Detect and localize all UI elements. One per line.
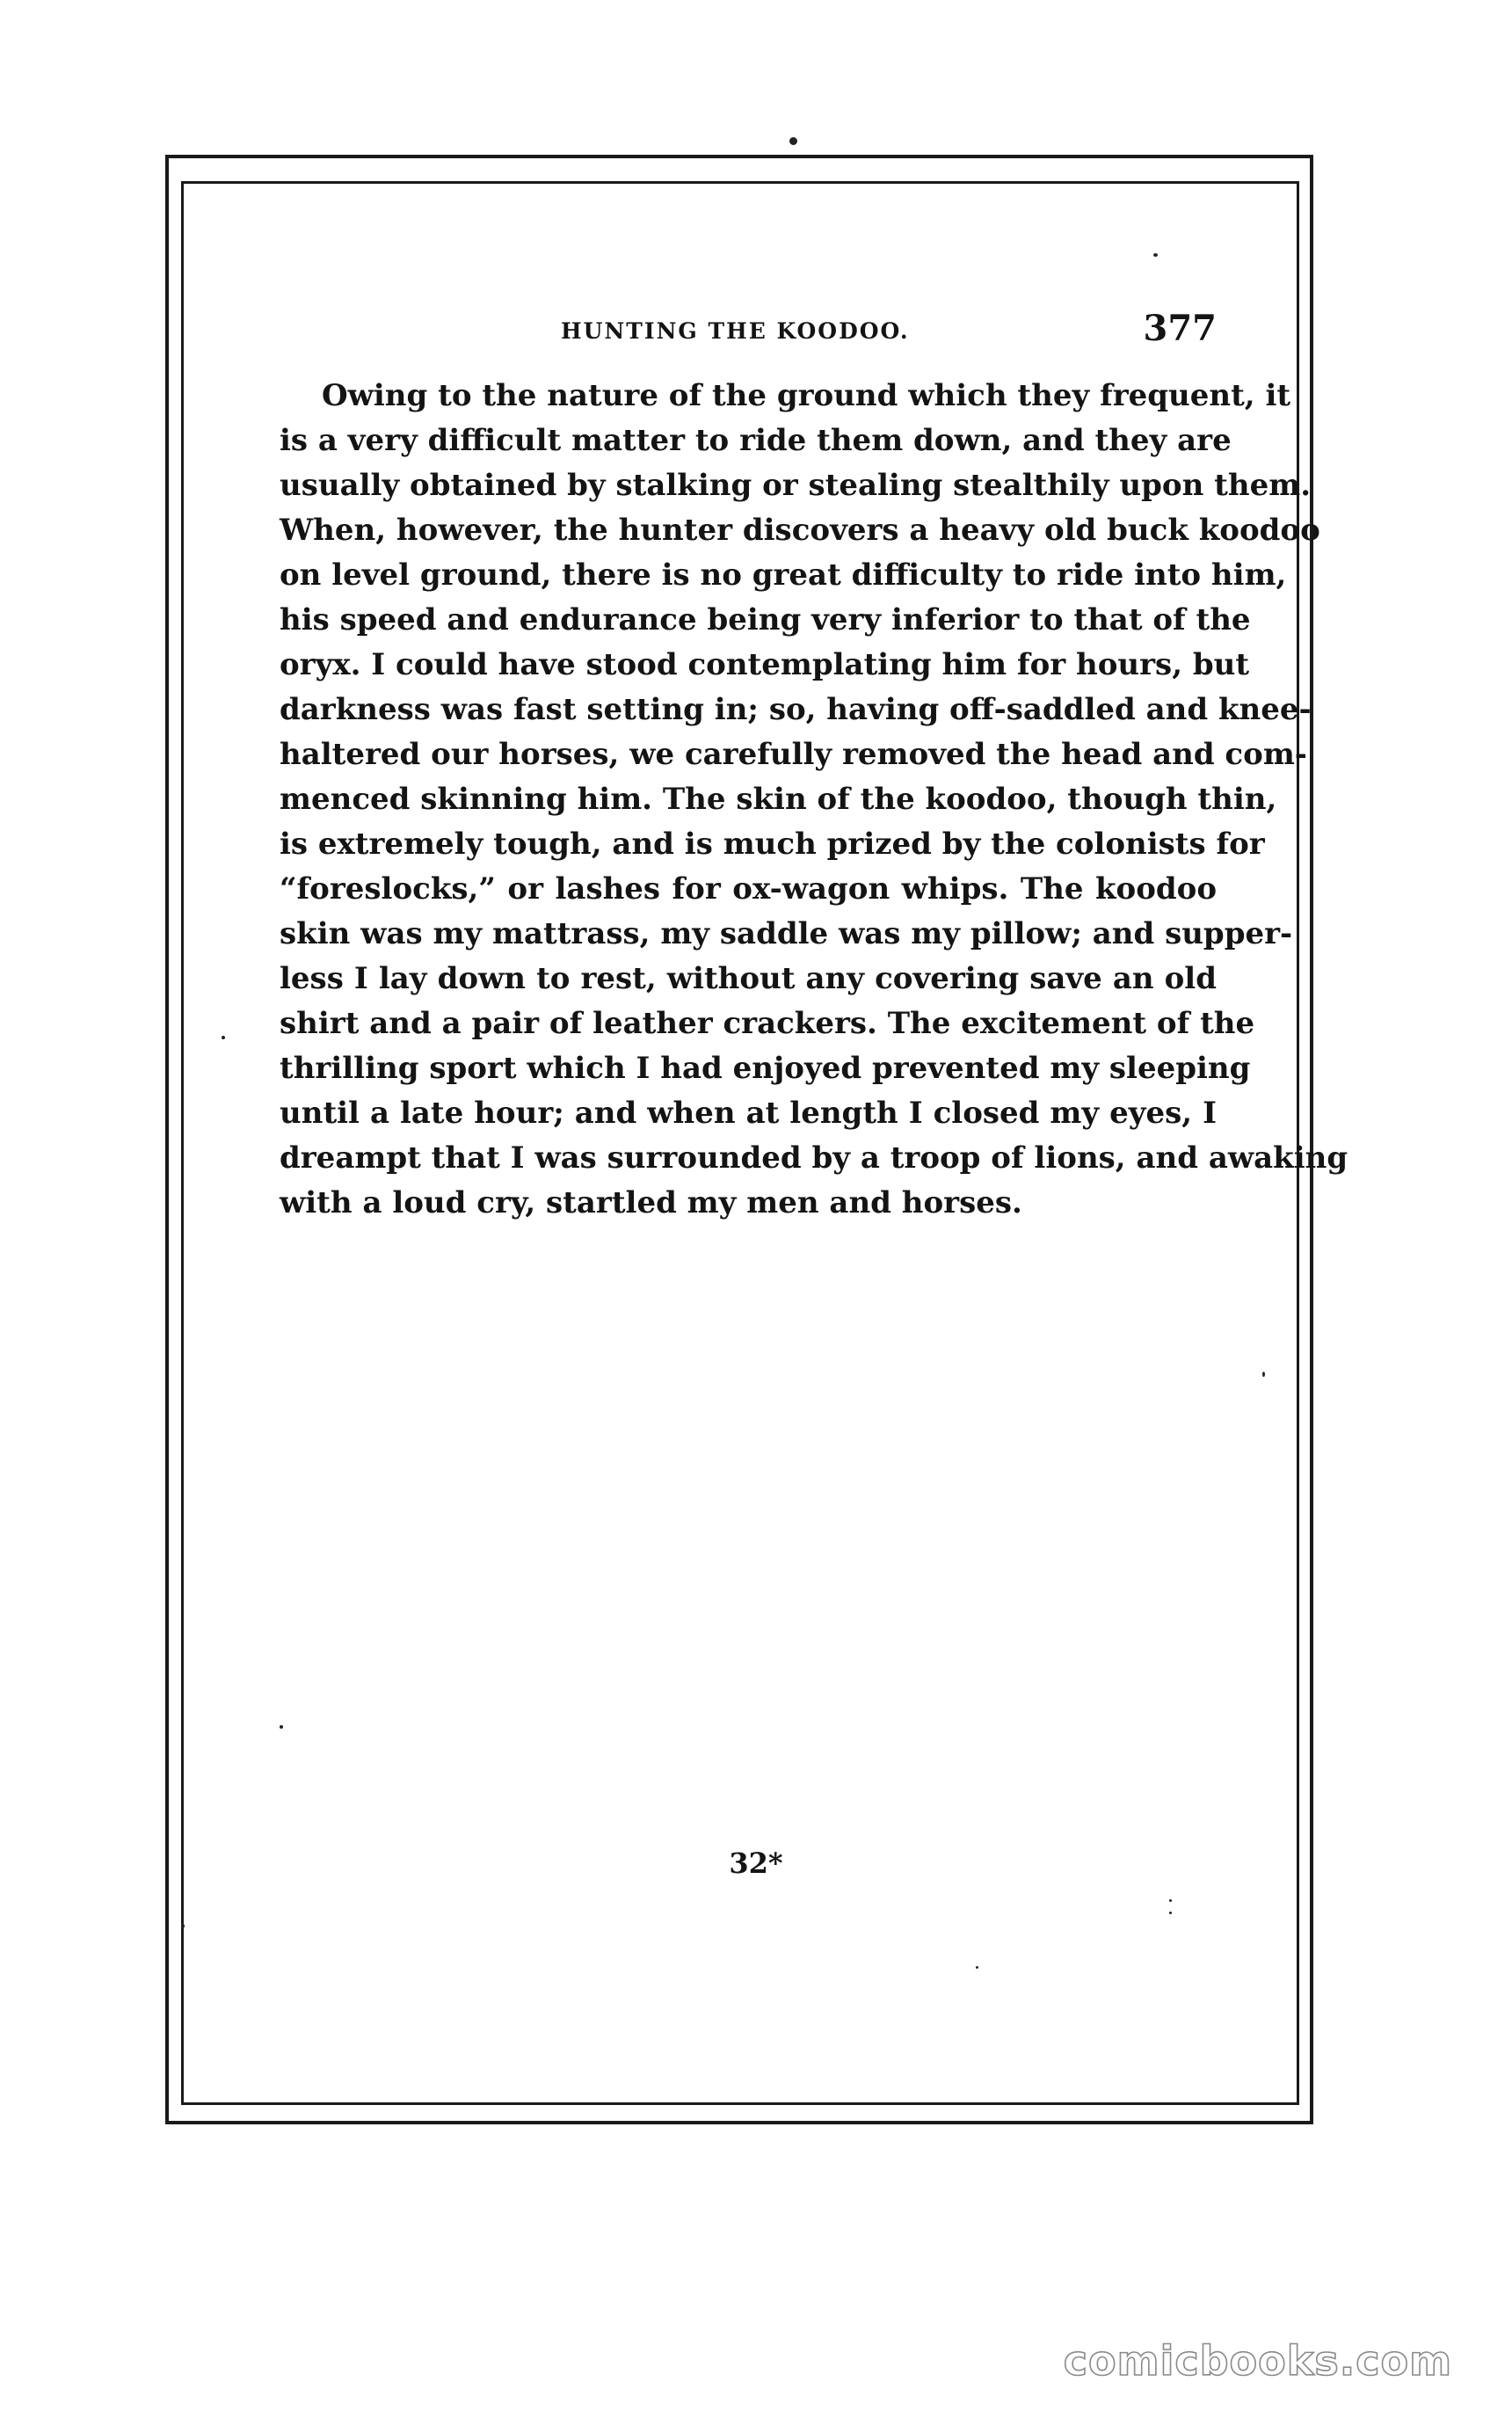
text-line: less I lay down to rest, without any covering save an old	[280, 961, 1217, 996]
text-line: menced skinning him. The skin of the koodoo, though thin,	[280, 782, 1277, 817]
ink-speck	[1153, 253, 1158, 257]
text-line: usually obtained by stalking or stealing stealthily upon them.	[280, 468, 1312, 503]
text-line: haltered our horses, we carefully removed the head and com-	[280, 737, 1307, 772]
ink-speck	[789, 137, 797, 145]
text-line: is extremely tough, and is much prized by the colonists for	[280, 827, 1265, 862]
page-header	[280, 308, 1217, 361]
text-line: When, however, the hunter discovers a heavy old buck koodoo	[280, 513, 1320, 548]
text-line: is a very difficult matter to ride them down, and they are	[280, 423, 1232, 458]
ink-speck	[976, 1966, 978, 1969]
signature-mark: 32*	[729, 1846, 783, 1880]
text-line: thrilling sport which I had enjoyed prevented my sleeping	[280, 1051, 1251, 1086]
body-paragraph	[280, 374, 1348, 1226]
text-line: darkness was fast setting in; so, having off-saddled and knee-	[280, 692, 1312, 727]
text-line: on level ground, there is no great difficulty to ride into him,	[280, 557, 1287, 593]
ink-speck	[1262, 1372, 1265, 1377]
text-line: Owing to the nature of the ground which they frequent, it	[322, 378, 1291, 413]
text-line: dreampt that I was surrounded by a troop of lions, and awaking	[280, 1140, 1348, 1176]
ink-speck	[222, 1036, 225, 1039]
text-line: his speed and endurance being very inferior to that of the	[280, 602, 1251, 637]
text-line: until a late hour; and when at length I closed my eyes, I	[280, 1096, 1217, 1131]
running-head: HUNTING THE KOODOO.	[561, 318, 910, 344]
page-number: 377	[1143, 308, 1217, 349]
ink-speck	[1169, 1899, 1172, 1902]
text-line: skin was my mattrass, my saddle was my pillow; and supper-	[280, 916, 1293, 951]
ink-speck	[181, 1924, 185, 1928]
text-line: oryx. I could have stood contemplating him for hours, but	[280, 647, 1250, 682]
text-line: shirt and a pair of leather crackers. The excitement of the	[280, 1006, 1255, 1041]
watermark-text: comicbooks.com	[1063, 2337, 1452, 2385]
text-line: with a loud cry, startled my men and horses.	[280, 1185, 1022, 1220]
ink-speck	[280, 1725, 283, 1729]
ink-speck	[1169, 1912, 1172, 1914]
text-line: “foreslocks,” or lashes for ox-wagon whips. The koodoo	[280, 871, 1217, 907]
